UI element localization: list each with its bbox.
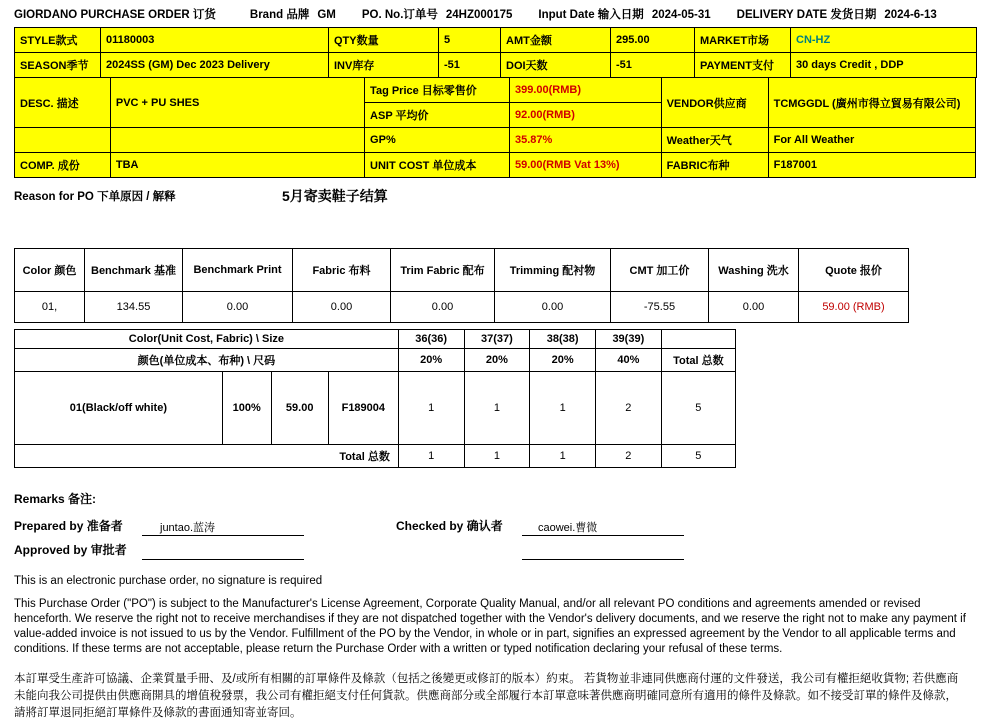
quote-col-cmt: CMT 加工价 [611, 249, 709, 292]
legal-text-en: This Purchase Order ("PO") is subject to the Manufacturer's License Agreement, Corporate Quality Manual, and/or all relevant PO conditions and agreements amended or revised henceforth. We reserve the right not to receive merchandises if they are not dispatched together with the Vendor's delivery documents, and we reserve the right not to make any payment if value-added invoice is not issued to us by the Vendor. Fulfillment of the PO by the Vendor, in whole or in part, signifies an expressed agreement by the Vendor to all applicable terms and conditions. If these terms are not acceptable, please return the Purchase Order with a written or typed notification declaring your refusal of these terms. [14, 598, 966, 655]
size-qty-37: 1 [464, 372, 530, 445]
gp-label: GP% [365, 128, 510, 153]
size-footer-qty-39: 2 [595, 445, 661, 468]
approved-by-line [142, 559, 304, 560]
quote-cell-trimming: 0.00 [495, 292, 611, 323]
checked-by-value: caowei.曹微 [538, 522, 598, 534]
document-header [0, 0, 990, 27]
size-qty-39: 2 [595, 372, 661, 445]
asp-value: 92.00(RMB) [509, 103, 661, 128]
brand-field [250, 6, 336, 22]
size-total-header-blank [661, 330, 735, 349]
checked-by-line [522, 535, 684, 536]
size-header-row-cn [15, 349, 736, 372]
input-date-value: 2024-05-31 [651, 9, 711, 21]
quote-cell-trim-fabric: 0.00 [391, 292, 495, 323]
payment-value: 30 days Credit , DDP [791, 53, 977, 78]
table-row [15, 372, 736, 445]
inv-value: -51 [439, 53, 501, 78]
market-code: CN-HZ [796, 34, 831, 46]
size-ratio-36: 20% [398, 349, 464, 372]
order-info-table-2 [14, 77, 976, 178]
market-value [791, 28, 977, 53]
size-footer-qty-37: 1 [464, 445, 530, 468]
quote-col-quote: Quote 报价 [799, 249, 909, 292]
delivery-date-field [737, 6, 937, 22]
info-row-desc [15, 78, 976, 103]
size-footer-total: 5 [661, 445, 735, 468]
size-ratio-37: 20% [464, 349, 530, 372]
po-number-value: 24HZ000175 [445, 9, 513, 21]
document-title: GIORDANO PURCHASE ORDER 订货 [14, 9, 216, 21]
brand-label: Brand 品牌 [249, 9, 310, 21]
quote-header-row [15, 249, 909, 292]
season-value: 2024SS (GM) Dec 2023 Delivery [101, 53, 329, 78]
quote-cell-color: 01, [15, 292, 85, 323]
delivery-date-value: 2024-6-13 [884, 9, 937, 21]
doi-label: DOI天数 [501, 53, 611, 78]
info-row-comp [15, 153, 976, 178]
quote-cell-cmt: -75.55 [611, 292, 709, 323]
size-title-en: Color(Unit Cost, Fabric) \ Size [15, 330, 399, 349]
size-total-label: Total 总数 [661, 349, 735, 372]
signature-block [14, 517, 990, 573]
input-date-field [538, 6, 710, 22]
checked-by-label: Checked by 确认者 [396, 519, 503, 533]
vendor-value: TCMGGDL (廣州市得立貿易有限公司) [768, 78, 975, 128]
style-label: STYLE款式 [15, 28, 101, 53]
gp-spacer-1 [15, 128, 111, 153]
quote-col-washing: Washing 洗水 [709, 249, 799, 292]
gp-value: 35.87% [509, 128, 661, 153]
table-row [15, 292, 909, 323]
weather-label: Weather天气 [661, 128, 768, 153]
payment-label: PAYMENT支付 [695, 53, 791, 78]
po-number-label: PO. No.订单号 [361, 9, 438, 21]
quote-col-benchmark: Benchmark 基准 [85, 249, 183, 292]
quote-col-trim-fabric: Trim Fabric 配布 [391, 249, 495, 292]
desc-label: DESC. 描述 [15, 78, 111, 128]
quote-cell-quote: 59.00 (RMB) [799, 292, 909, 323]
size-ratio-38: 20% [530, 349, 596, 372]
style-value: 01180003 [101, 28, 329, 53]
reason-row [14, 186, 990, 212]
doi-value: -51 [611, 53, 695, 78]
size-color-name: 01(Black/off white) [15, 372, 223, 445]
market-label: MARKET市场 [695, 28, 791, 53]
reason-label: Reason for PO 下单原因 / 解释 [14, 191, 176, 203]
reason-note: 5月寄卖鞋子结算 [282, 188, 388, 204]
size-label-39: 39(39) [595, 330, 661, 349]
size-color-fabric-code: F189004 [328, 372, 398, 445]
inv-label: INV库存 [329, 53, 439, 78]
size-label-37: 37(37) [464, 330, 530, 349]
season-label: SEASON季节 [15, 53, 101, 78]
quote-cell-fabric: 0.00 [293, 292, 391, 323]
quote-cell-washing: 0.00 [709, 292, 799, 323]
remarks-label: Remarks 备注: [14, 492, 97, 506]
approved-by-label: Approved by 审批者 [14, 543, 127, 557]
comp-value: TBA [110, 153, 364, 178]
size-title-cn: 颜色(单位成本、布种) \ 尺码 [15, 349, 399, 372]
size-qty-36: 1 [398, 372, 464, 445]
desc-value: PVC + PU SHES [110, 78, 364, 128]
size-color-cost: 59.00 [271, 372, 328, 445]
info-row-style [15, 28, 977, 53]
unit-cost-value: 59.00(RMB Vat 13%) [509, 153, 661, 178]
size-color-pct: 100% [222, 372, 271, 445]
tag-price-label: Tag Price 目标零售价 [365, 78, 510, 103]
size-footer-qty-38: 1 [530, 445, 596, 468]
order-info-table [14, 27, 977, 78]
prepared-by-line [142, 535, 304, 536]
info-row-season [15, 53, 977, 78]
amt-label: AMT金额 [501, 28, 611, 53]
electronic-po-notice: This is an electronic purchase order, no signature is required [14, 575, 323, 587]
comp-label: COMP. 成份 [15, 153, 111, 178]
size-row-total: 5 [661, 372, 735, 445]
delivery-date-label: DELIVERY DATE 发货日期 [736, 9, 877, 21]
quote-col-benchmark-print: Benchmark Print [183, 249, 293, 292]
size-label-36: 36(36) [398, 330, 464, 349]
asp-label: ASP 平均价 [365, 103, 510, 128]
size-header-row-en [15, 330, 736, 349]
input-date-label: Input Date 输入日期 [538, 9, 644, 21]
fabric-value: F187001 [768, 153, 975, 178]
size-footer-label: Total 总数 [15, 445, 399, 468]
size-ratio-39: 40% [595, 349, 661, 372]
quote-cell-benchmark-print: 0.00 [183, 292, 293, 323]
prepared-by-value: juntao.蓝涛 [160, 522, 216, 534]
info-row-gp [15, 128, 976, 153]
approved-by-line-2 [522, 559, 684, 560]
brand-value: GM [317, 9, 336, 21]
tag-price-value: 399.00(RMB) [509, 78, 661, 103]
quote-table [14, 248, 909, 323]
qty-label: QTY数量 [329, 28, 439, 53]
fabric-label: FABRIC布种 [661, 153, 768, 178]
vendor-label: VENDOR供应商 [661, 78, 768, 128]
size-qty-38: 1 [530, 372, 596, 445]
qty-value: 5 [439, 28, 501, 53]
size-footer-row [15, 445, 736, 468]
po-number-field [362, 6, 513, 22]
weather-value: For All Weather [768, 128, 975, 153]
quote-col-trimming: Trimming 配衬物 [495, 249, 611, 292]
size-label-38: 38(38) [530, 330, 596, 349]
quote-col-fabric: Fabric 布料 [293, 249, 391, 292]
amt-value: 295.00 [611, 28, 695, 53]
size-breakdown-table [14, 329, 736, 468]
gp-spacer-2 [110, 128, 364, 153]
quote-col-color: Color 颜色 [15, 249, 85, 292]
prepared-by-label: Prepared by 准备者 [14, 519, 123, 533]
legal-text-cn: 本訂單受生產許可協議、企業質量手冊、及/或所有相關的訂單條件及條款（包括之後變更或修訂的版本）約束。 若貨物並非連同供應商付運的文件發送，我公司有權拒絕收貨物; 若供應商未能向我公司提供由供應商開具的增值稅發票，我公司有權拒絕支付任何貨款。供應商部分或全部履行本訂單意味著供應商明確同意所有適用的條件及條款。如不接受訂單的條件及條款，請將訂單退同拒絕訂單條件及條款的書面通知寄並寄回。 [14, 673, 959, 719]
unit-cost-label: UNIT COST 单位成本 [365, 153, 510, 178]
quote-cell-benchmark: 134.55 [85, 292, 183, 323]
size-footer-qty-36: 1 [398, 445, 464, 468]
